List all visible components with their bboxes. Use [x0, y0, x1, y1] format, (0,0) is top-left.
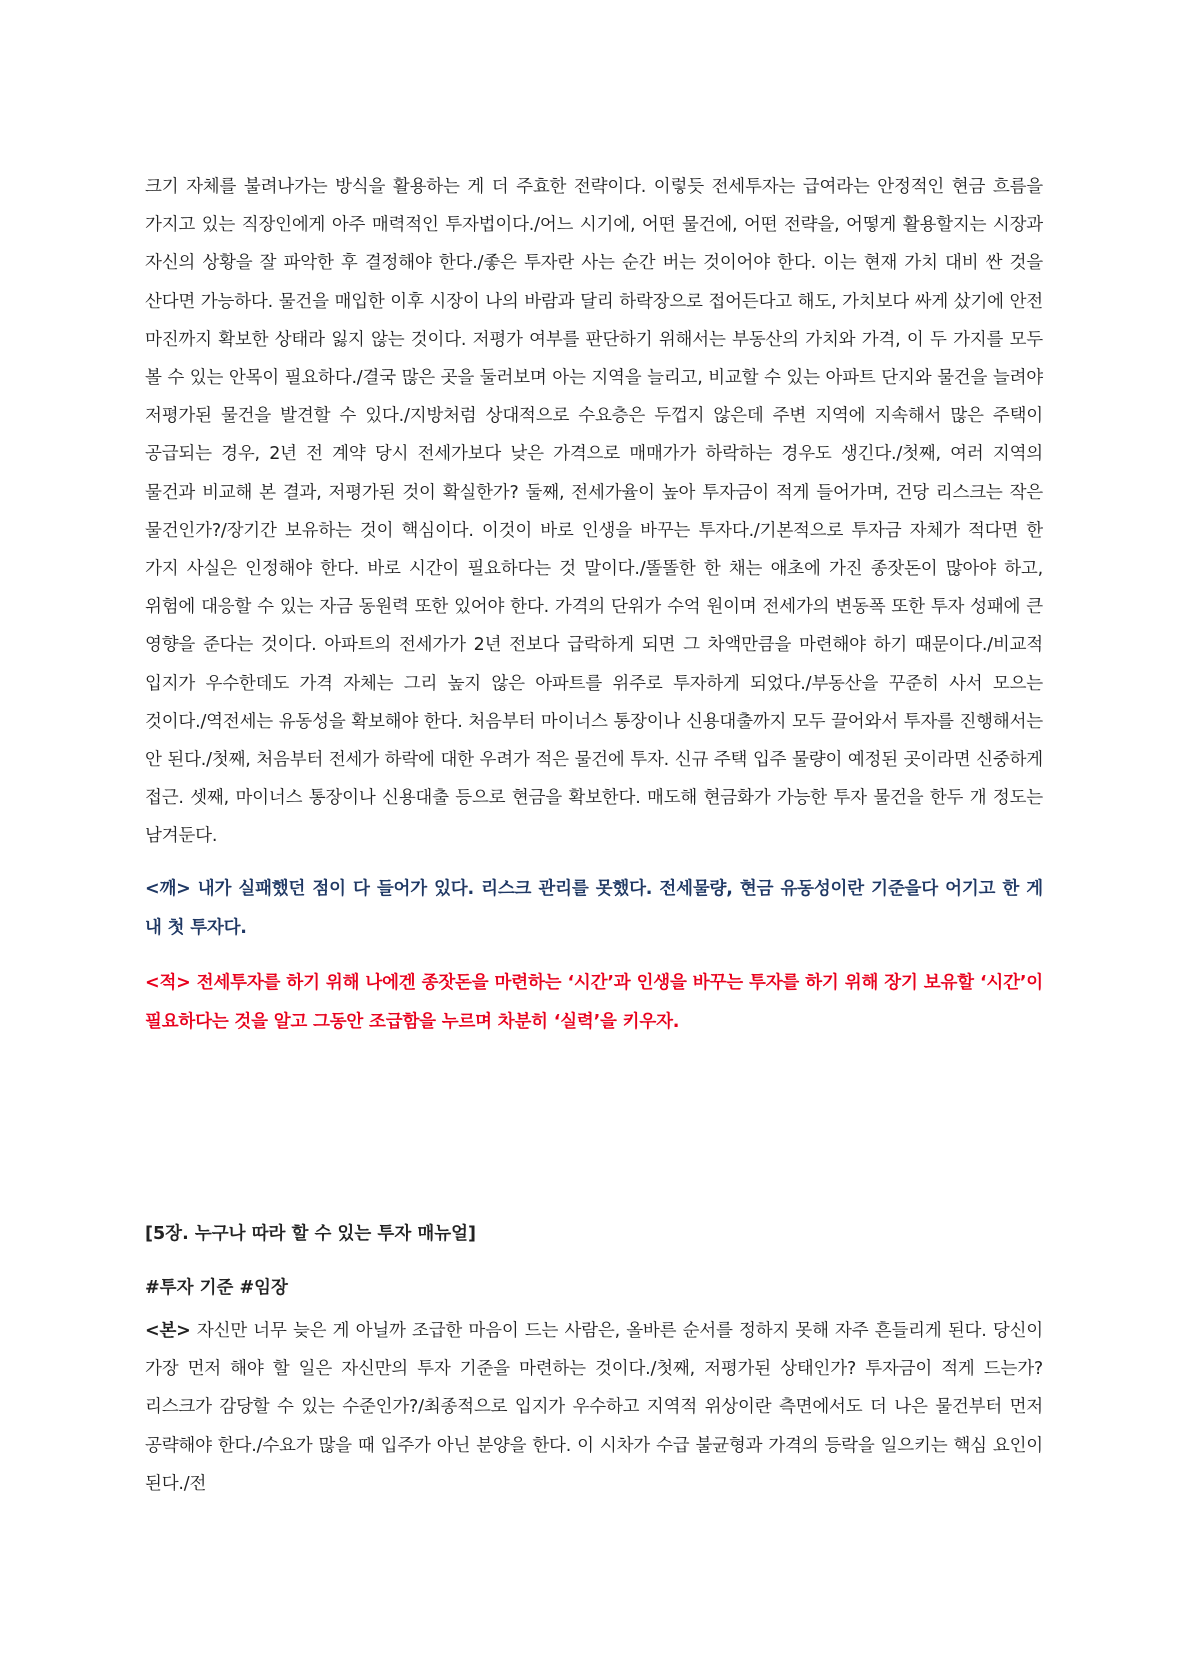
chapter-tags: #투자 기준 #임장: [145, 1278, 288, 1298]
reflection-note: <깨> 내가 실패했던 점이 다 들어가 있다. 리스크 관리를 못했다. 전세물량, 현금 유동성이란 기준을다 어기고 한 게 내 첫 투자다.: [145, 878, 1043, 938]
body-paragraph: 크기 자체를 불려나가는 방식을 활용하는 게 더 주효한 전략이다. 이렇듯 전세투자는 급여라는 안정적인 현금 흐름을 가지고 있는 직장인에게 아주 매력적인 투자법이다./어느 시기에, 어떤 물건에, 어떤 전략을, 어떻게 활용할지는 시장과 자신의 상황을 잘 파악한 후 결정해야 한다./좋은 투자란 사는 순간 버는 것이어야 한다. 이는 현재 가치 대비 싼 것을 산다면 가능하다. 물건을 매입한 이후 시장이 나의 바람과 달리 하락장으로 접어든다고 해도, 가치보다 싸게 샀기에 안전 마진까지 확보한 상태라 잃지 않는 것이다. 저평가 여부를 판단하기 위해서는 부동산의 가치와 가격, 이 두 가지를 모두 볼 수 있는 안목이 필요하다./결국 많은 곳을 둘러보며 아는 지역을 늘리고, 비교할 수 있는 아파트 단지와 물건을 늘려야 저평가된 물건을 발견할 수 있다./지방처럼 상대적으로 수요층은 두껍지 않은데 주변 지역에 지속해서 많은 주택이 공급되는 경우, 2년 전 계약 당시 전세가보다 낮은 가격으로 매매가가 하락하는 경우도 생긴다./첫째, 여러 지역의 물건과 비교해 본 결과, 저평가된 것이 확실한가? 둘째, 전세가율이 높아 투자금이 적게 들어가며, 건당 리스크는 작은 물건인가?/장기간 보유하는 것이 핵심이다. 이것이 바로 인생을 바꾸는 투자다./기본적으로 투자금 자체가 적다면 한 가지 사실은 인정해야 한다. 바로 시간이 필요하다는 것 말이다./똘똘한 한 채는 애초에 가진 종잣돈이 많아야 하고, 위험에 대응할 수 있는 자금 동원력 또한 있어야 한다. 가격의 단위가 수억 원이며 전세가의 변동폭 또한 투자 성패에 큰 영향을 준다는 것이다. 아파트의 전세가가 2년 전보다 급락하게 되면 그 차액만큼을 마련해야 하기 때문이다./비교적 입지가 우수한데도 가격 자체는 그리 높지 않은 아파트를 위주로 투자하게 되었다./부동산을 꾸준히 사서 모으는 것이다./역전세는 유동성을 확보해야 한다. 처음부터 마이너스 통장이나 신용대출까지 모두 끌어와서 투자를 진행해서는 안 된다./첫째, 처음부터 전세가 하락에 대한 우려가 적은 물건에 투자. 신규 주택 입주 물량이 예정된 곳이라면 신중하게 접근. 셋째, 마이너스 통장이나 신용대출 등으로 현금을 확보한다. 매도해 현금화가 가능한 투자 물건을 한두 개 정도는 남겨둔다.: [145, 177, 1043, 847]
document-page: [145, 168, 1043, 1494]
chapter-body: [145, 1312, 1043, 1503]
chapter-title: [5장. 누구나 따라 할 수 있는 투자 매뉴얼]: [145, 1224, 477, 1244]
chapter-lead-tag: <본>: [145, 1321, 191, 1341]
application-note: <적> 전세투자를 하기 위해 나에겐 종잣돈을 마련하는 ‘시간’과 인생을 바꾸는 투자를 하기 위해 장기 보유할 ‘시간’이 필요하다는 것을 알고 그동안 조급함을 누르며 차분히 ‘실력’을 키우자.: [145, 972, 1043, 1032]
chapter-body-text: 자신만 너무 늦은 게 아닐까 조급한 마음이 드는 사람은, 올바른 순서를 정하지 못해 자주 흔들리게 된다. 당신이 가장 먼저 해야 할 일은 자신만의 투자 기준을 마련하는 것이다./첫째, 저평가된 상태인가? 투자금이 적게 드는가? 리스크가 감당할 수 있는 수준인가?/최종적으로 입지가 우수하고 지역적 위상이란 측면에서도 더 나은 물건부터 먼저 공략해야 한다./수요가 많을 때 입주가 아닌 분양을 한다. 이 시차가 수급 불균형과 가격의 등락을 일으키는 핵심 요인이 된다./전: [145, 1321, 1043, 1494]
